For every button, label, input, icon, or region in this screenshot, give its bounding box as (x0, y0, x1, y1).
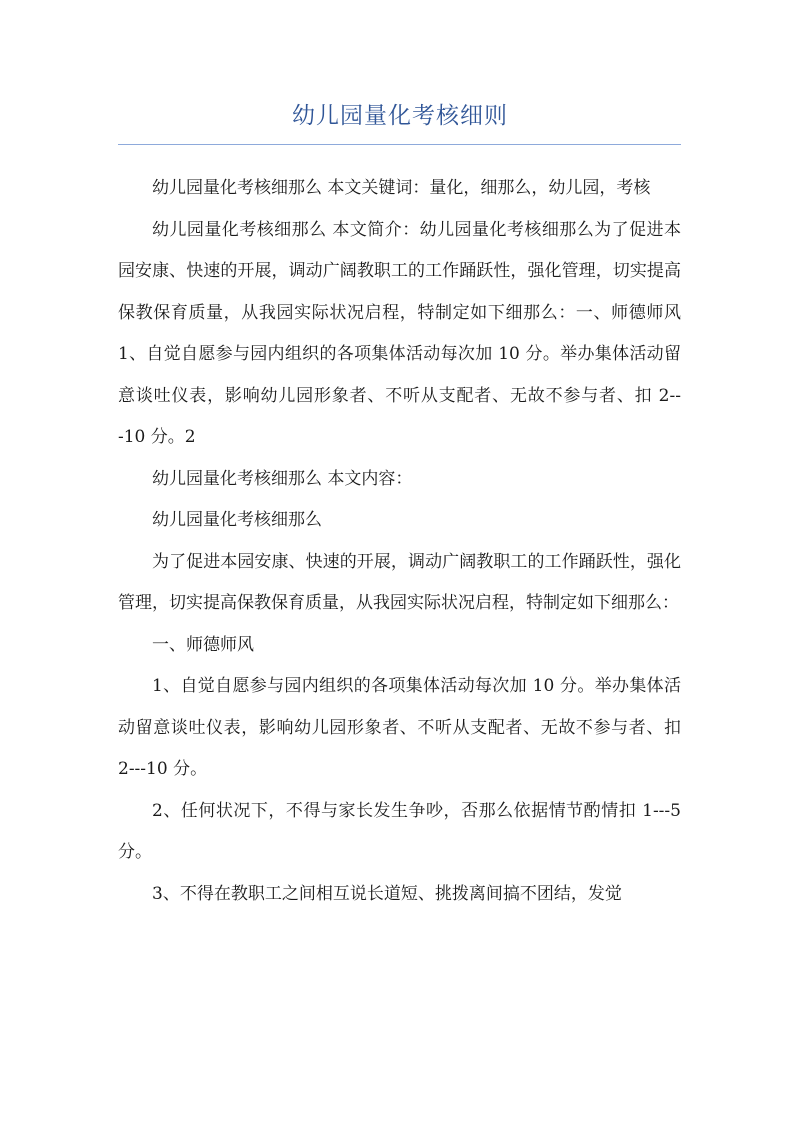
paragraph-content-label: 幼儿园量化考核细那么 本文内容： (152, 468, 413, 489)
rule-item-3: 3、不得在教职工之间相互说长道短、挑拨离间搞不团结，发觉 (152, 883, 622, 904)
section-heading: 一、师德师风 (152, 634, 254, 655)
paragraph-subtitle: 幼儿园量化考核细那么 (152, 510, 322, 530)
paragraph-summary: 幼儿园量化考核细那么 本文简介：幼儿园量化考核细那么为了促进本园安康、快速的开展，调动广阔教职工的工作踊跃性，强化管理，切实提高保教保育质量，从我园实际状况启程，特制定如下细那么：一、师德师风 1、自觉自愿参与园内组织的各项集体活动每次加 10 分。举办集体活动留意谈吐仪表，影响幼儿园形象者、不听从支配者、无故不参与者、扣 2---10 分。2 (118, 219, 681, 447)
paragraph-intro: 为了促进本园安康、快速的开展，调动广阔教职工的工作踊跃性，强化管理，切实提高保教保育质量，从我园实际状况启程，特制定如下细那么： (118, 551, 681, 613)
paragraph-keywords: 幼儿园量化考核细那么 本文关键词：量化，细那么，幼儿园，考核 (152, 178, 651, 198)
document-body (118, 168, 681, 915)
rule-item-1: 1、自觉自愿参与园内组织的各项集体活动每次加 10 分。举办集体活动留意谈吐仪表，影响幼儿园形象者、不听从支配者、无故不参与者、扣 2---10 分。 (118, 676, 681, 779)
rule-item-2: 2、任何状况下，不得与家长发生争吵，否那么依据情节酌情扣 1---5 分。 (118, 800, 681, 862)
document-title: 幼儿园量化考核细则 (292, 103, 508, 129)
title-underline (118, 144, 681, 145)
